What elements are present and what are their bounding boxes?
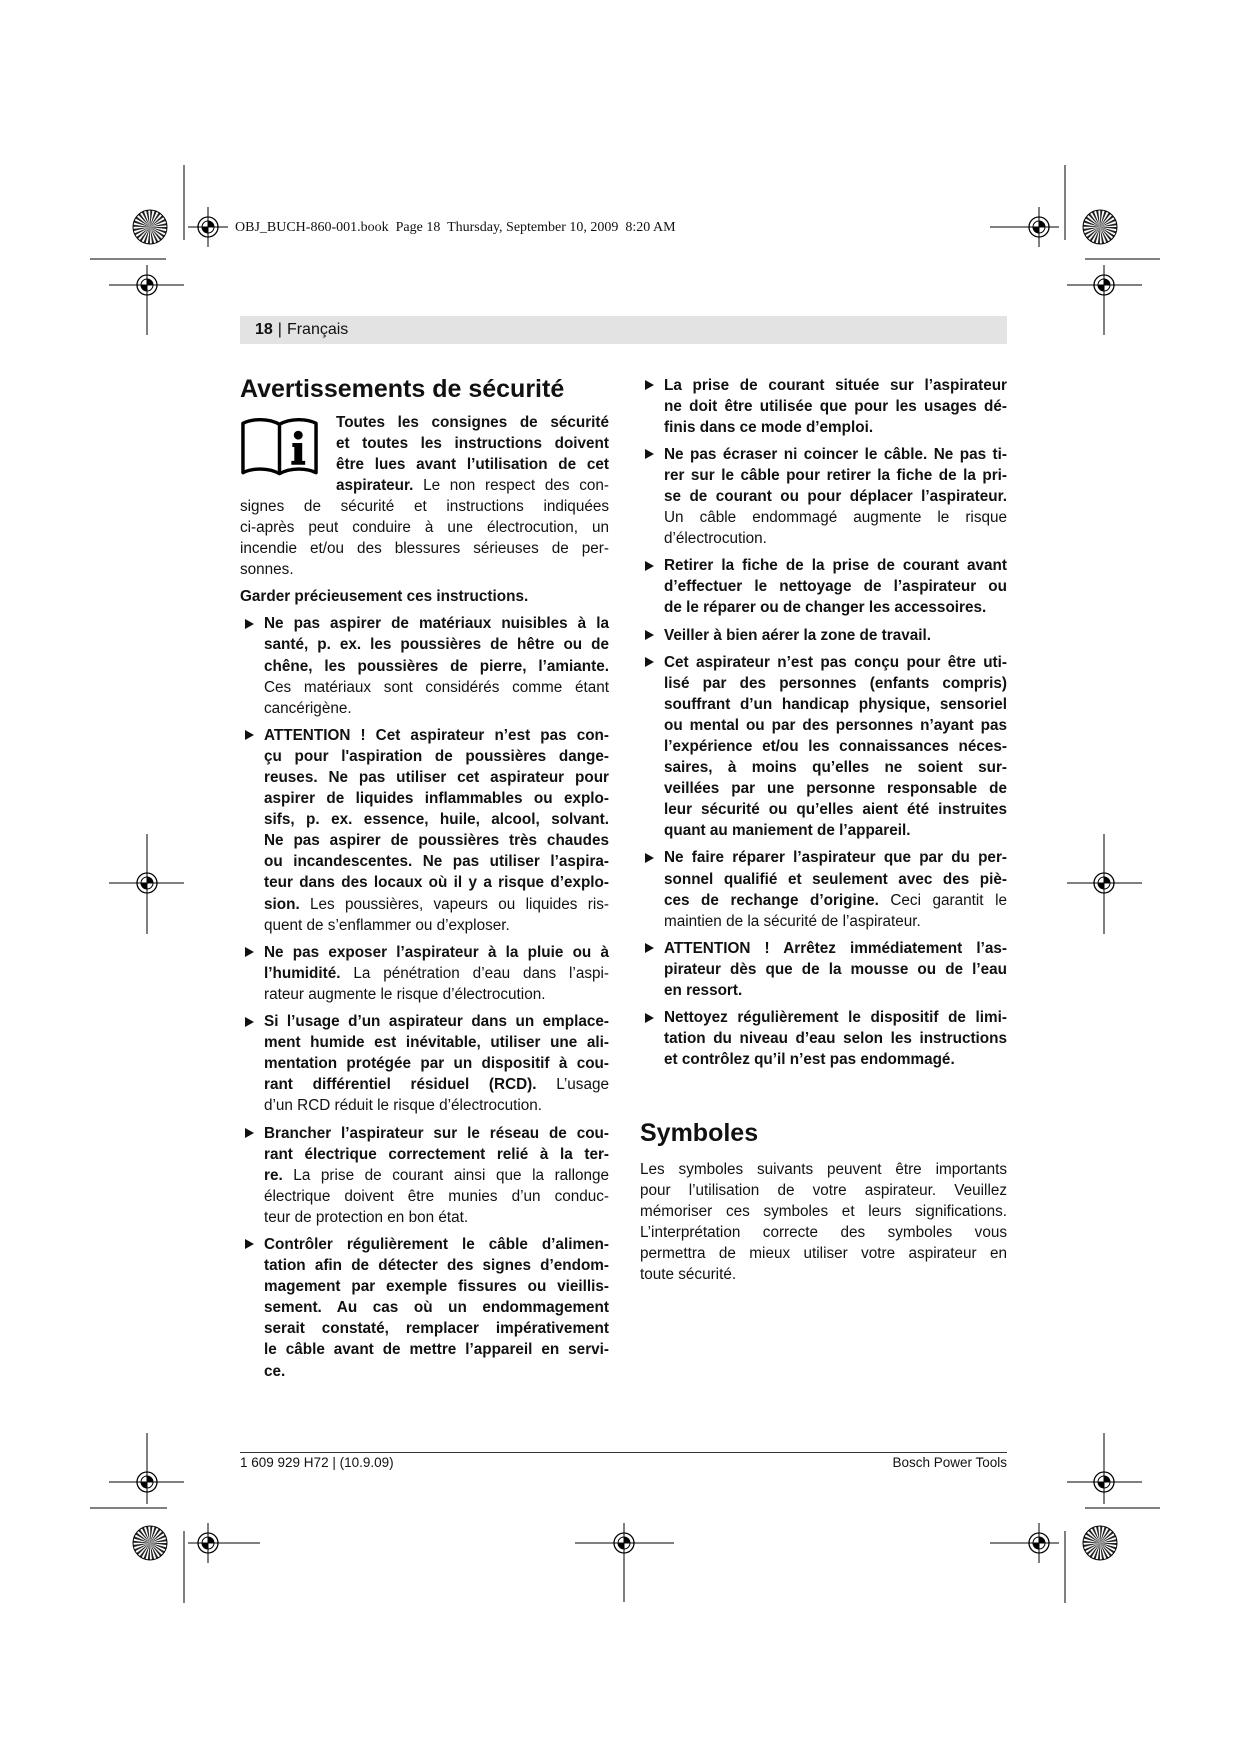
regular-text: Ces matériaux sont considérés comme étant: [264, 678, 609, 696]
bold-text: lisé par des personnes (enfants compris): [664, 674, 1007, 692]
text-line: [336, 433, 609, 454]
bold-text: Ne pas aspirer de matériaux nuisibles à la: [264, 615, 609, 633]
bullet-arrow-icon: [245, 1239, 254, 1249]
bold-text: souffrant d’un handicap physique, sensoriel: [664, 695, 1007, 713]
bold-text: en ressort.: [664, 982, 743, 1000]
bullet-arrow-icon: [645, 561, 654, 571]
text-line: [264, 1255, 609, 1276]
text-line: [664, 1007, 1007, 1028]
text-line: [264, 1032, 609, 1053]
registration-target: [188, 1523, 228, 1563]
registration-target: [127, 1462, 167, 1502]
regular-text: incendie et/ou des blessures sérieuses de per-: [240, 540, 609, 558]
bold-text: et toutes les instructions doivent: [336, 434, 609, 452]
symbols-section: [640, 1159, 1007, 1292]
bold-text: Contrôler régulièrement le câble d’alimen-: [264, 1235, 609, 1253]
text-line: [264, 1144, 609, 1165]
text-line: [664, 444, 1007, 465]
bold-text: teur dans des locaux où il y a risque d’explo-: [264, 874, 609, 892]
text-line: [264, 942, 609, 963]
bold-text: et contrôlez qu’il n’est pas endommagé.: [664, 1051, 955, 1069]
keep-instructions-notice: [240, 586, 609, 607]
bold-text: ATTENTION ! Arrêtez immédiatement l’as-: [664, 939, 1007, 957]
section-title-safety: Avertissements de sécurité: [240, 375, 565, 403]
safety-warning-item: [640, 625, 1007, 646]
text-line: [664, 1049, 1007, 1070]
regular-text: teur de protection en bon état.: [264, 1208, 469, 1226]
text-line: [664, 555, 1007, 576]
regular-text: Le non respect des con-: [413, 476, 609, 494]
safety-warning-item: [640, 1007, 1007, 1070]
regular-text: rateur augmente le risque d’électrocution.: [264, 985, 546, 1003]
safety-intro: [240, 412, 609, 581]
safety-warning-item: [240, 942, 609, 1005]
registration-target: [1084, 265, 1124, 305]
bold-text: ces de rechange d’origine.: [664, 891, 879, 909]
regular-text: cancérigène.: [264, 699, 352, 717]
regular-text: sonnes.: [240, 561, 294, 579]
bullet-arrow-icon: [645, 380, 654, 390]
bold-text: aspirateur.: [336, 476, 414, 494]
regular-text: La pénétration d’eau dans l’aspi-: [340, 964, 609, 982]
registration-target: [1084, 863, 1124, 903]
bold-text: Ne pas écraser ni coincer le câble. Ne pas ti-: [664, 445, 1007, 463]
bold-text: Garder précieusement ces instructions.: [240, 588, 529, 606]
text-line: [664, 576, 1007, 597]
regular-text: L’usage: [536, 1076, 609, 1094]
bold-text: chêne, les poussières de pierre, l’amiante.: [264, 657, 609, 675]
running-head: [240, 316, 1007, 344]
bullet-arrow-icon: [245, 1017, 254, 1027]
bullet-arrow-icon: [645, 630, 654, 640]
registration-starburst: [133, 1526, 167, 1560]
bold-text: ce.: [264, 1362, 286, 1380]
text-line: [664, 847, 1007, 868]
bold-text: veillées par une personne responsable de: [664, 780, 1007, 798]
text-line: [664, 417, 1007, 438]
footer-document-number: 1 609 929 H72 | (10.9.09): [240, 1455, 394, 1470]
bold-text: sion.: [264, 895, 300, 913]
text-line: [264, 634, 609, 655]
text-line: [664, 980, 1007, 1001]
regular-text: d’électrocution.: [664, 530, 767, 548]
footer-rule: [240, 1452, 1007, 1453]
bold-text: La prise de courant située sur l’aspirateur: [664, 376, 1007, 394]
safety-warning-item: [640, 652, 1007, 842]
bold-text: Brancher l’aspirateur sur le réseau de cou-: [264, 1124, 609, 1142]
bold-text: çu pour l'aspiration de poussières dange-: [264, 747, 609, 765]
text-line: [664, 959, 1007, 980]
text-line: [664, 1028, 1007, 1049]
text-line: [264, 1297, 609, 1318]
text-line: [664, 375, 1007, 396]
registration-target: [127, 265, 167, 305]
text-line: [264, 809, 609, 830]
bold-text: saires, à moins qu’elles ne soient sur-: [664, 759, 1007, 777]
regular-text: permettra de mieux utiliser votre aspirateur en: [640, 1244, 1007, 1262]
bold-text: leur sécurité ou qu’elles aient été instruites: [664, 801, 1007, 819]
regular-text: maintien de la sécurité de l’aspirateur.: [664, 912, 921, 930]
registration-starburst: [133, 210, 167, 244]
regular-text: La prise de courant ainsi que la rallonge: [282, 1166, 609, 1184]
bold-text: santé, p. ex. les poussières de hêtre ou de: [264, 636, 609, 654]
safety-warning-item: [240, 1123, 609, 1228]
bold-text: l’humidité.: [264, 964, 341, 982]
bullet-arrow-icon: [645, 853, 654, 863]
bold-text: mentation protégée par un dispositif à cou-: [264, 1055, 609, 1073]
text-line: [240, 559, 609, 580]
text-line: [640, 1264, 1007, 1285]
text-line: [264, 830, 609, 851]
bold-text: Ne faire réparer l’aspirateur que par du per-: [664, 849, 1007, 867]
text-line: [640, 1201, 1007, 1222]
safety-warning-item: [640, 444, 1007, 549]
bold-text: tation afin de détecter des signes d’endom-: [264, 1257, 609, 1275]
bold-text: de le réparer ou de changer les accessoires.: [664, 599, 987, 617]
text-line: [264, 677, 609, 698]
regular-text: Les symboles suivants peuvent être importants: [640, 1160, 1007, 1178]
regular-text: quent de s’enflammer ou d’exploser.: [264, 916, 510, 934]
text-line: [664, 799, 1007, 820]
text-line: [664, 597, 1007, 618]
text-line: [264, 851, 609, 872]
bold-text: serait constaté, remplacer impérativement: [264, 1320, 609, 1338]
running-head-separator: |: [277, 321, 282, 338]
text-line: [264, 725, 609, 746]
text-line: [664, 652, 1007, 673]
text-line: [640, 1159, 1007, 1180]
text-line: [336, 475, 609, 496]
bullet-arrow-icon: [245, 1128, 254, 1138]
text-line: [264, 1207, 609, 1228]
text-line: [264, 872, 609, 893]
bullet-arrow-icon: [245, 947, 254, 957]
section-title-symbols: Symboles: [640, 1119, 759, 1147]
text-line: [664, 673, 1007, 694]
text-line: [264, 746, 609, 767]
registration-target: [127, 863, 167, 903]
bold-text: Ne pas exposer l’aspirateur à la pluie ou à: [264, 943, 609, 961]
regular-text: Ceci garantit le: [878, 891, 1007, 909]
bold-text: sonnel qualifié et seulement avec des piè-: [664, 870, 1007, 888]
text-line: [664, 869, 1007, 890]
text-line: [264, 1053, 609, 1074]
text-line: [264, 1165, 609, 1186]
text-line: [264, 1095, 609, 1116]
text-line: [264, 1011, 609, 1032]
text-line: [664, 890, 1007, 911]
bold-text: ATTENTION ! Cet aspirateur n’est pas con-: [264, 726, 609, 744]
bold-text: l’expérience et/ou les connaissances néces-: [664, 738, 1007, 755]
bold-text: aspirer de liquides inflammables ou explo-: [264, 790, 609, 808]
regular-text: d’un RCD réduit le risque d’électrocution.: [264, 1097, 543, 1115]
text-line: [336, 454, 609, 475]
bold-text: être lues avant l’utilisation de cet: [336, 455, 609, 473]
text-line: [264, 1276, 609, 1297]
text-line: [264, 613, 609, 634]
text-line: [640, 1180, 1007, 1201]
regular-text: Un câble endommagé augmente le risque: [664, 509, 1007, 527]
regular-text: toute sécurité.: [640, 1265, 737, 1283]
bold-text: Si l’usage d’un aspirateur dans un emplace-: [264, 1013, 609, 1031]
text-line: [264, 1339, 609, 1360]
text-line: [264, 963, 609, 984]
bold-text: Nettoyez régulièrement le dispositif de limi-: [664, 1009, 1007, 1027]
bullet-arrow-icon: [245, 730, 254, 740]
safety-warning-item: [640, 555, 1007, 618]
text-line: [664, 507, 1007, 528]
text-line: [664, 778, 1007, 799]
bold-text: rant différentiel résiduel (RCD).: [264, 1076, 537, 1094]
text-line: [264, 788, 609, 809]
bold-text: se de courant ou pour déplacer l’aspirateur.: [664, 487, 1007, 505]
text-line: [664, 625, 1007, 646]
bold-text: sement. Au cas où un endommagement: [264, 1299, 609, 1317]
page-number: 18: [255, 321, 273, 338]
safety-warning-item: [640, 375, 1007, 438]
text-line: [264, 1074, 609, 1095]
bold-text: ment humide est inévitable, utiliser une ali-: [264, 1034, 609, 1052]
bullet-arrow-icon: [645, 657, 654, 667]
text-line: [640, 1222, 1007, 1243]
registration-target: [188, 207, 228, 247]
text-line: [264, 1186, 609, 1207]
bold-text: magement par exemple fissures ou vieillis-: [264, 1278, 609, 1296]
regular-text: Les poussières, vapeurs ou liquides ris-: [299, 895, 609, 913]
bold-text: Retirer la fiche de la prise de courant avant: [664, 557, 1007, 575]
right-column: [640, 375, 1007, 1077]
bold-text: Cet aspirateur n’est pas conçu pour être uti-: [664, 653, 1007, 671]
text-line: [264, 656, 609, 677]
bold-text: quant au maniement de l’appareil.: [664, 822, 911, 840]
text-line: [640, 1243, 1007, 1264]
text-line: [240, 538, 609, 559]
regular-text: L’interprétation correcte des symboles vous: [640, 1223, 1007, 1241]
bold-text: ou mental ou par des personnes n’ayant pas: [664, 716, 1007, 734]
bold-text: tation du niveau d’eau selon les instructions: [664, 1030, 1007, 1048]
bold-text: finis dans ce mode d’emploi.: [664, 418, 874, 436]
left-column: [240, 412, 609, 1388]
regular-text: ci-après peut conduire à une électrocution, un: [240, 518, 609, 536]
text-line: [264, 767, 609, 788]
bold-text: d’effectuer le nettoyage de l’aspirateur ou: [664, 578, 1007, 596]
bullet-arrow-icon: [245, 619, 254, 629]
regular-text: électrique doivent être munies d’un conduc-: [264, 1187, 609, 1205]
text-line: [664, 820, 1007, 841]
bold-text: Veiller à bien aérer la zone de travail.: [664, 626, 931, 644]
language-label: Français: [286, 321, 349, 338]
text-line: [264, 915, 609, 936]
bold-text: ou incandescentes. Ne pas utiliser l’aspira-: [264, 853, 609, 871]
text-line: [240, 517, 609, 538]
registration-target: [604, 1523, 644, 1563]
bold-text: rer sur le câble pour retirer la fiche de la pri-: [664, 466, 1007, 484]
registration-starburst: [1083, 210, 1117, 244]
registration-target: [1084, 1462, 1124, 1502]
regular-text: pour l’utilisation de votre aspirateur. Veuillez: [640, 1181, 1007, 1199]
safety-warning-item: [240, 1234, 609, 1382]
bullet-arrow-icon: [645, 449, 654, 459]
bold-text: Ne pas aspirer de poussières très chaudes: [264, 832, 609, 850]
text-line: [664, 911, 1007, 932]
text-line: [664, 694, 1007, 715]
bold-text: rant électrique correctement relié à la ter-: [264, 1145, 609, 1163]
registration-target: [1019, 207, 1059, 247]
symbols-intro: [640, 1159, 1007, 1286]
text-line: [664, 715, 1007, 736]
text-line: [664, 396, 1007, 417]
bold-text: pirateur dès que de la mousse ou de l’eau: [664, 960, 1007, 978]
bold-text: sifs, p. ex. essence, huile, alcool, solvant.: [264, 811, 609, 829]
text-line: [664, 757, 1007, 778]
bold-text: re.: [264, 1166, 283, 1184]
registration-target: [1019, 1523, 1059, 1563]
text-line: [264, 1123, 609, 1144]
safety-warning-item: [240, 1011, 609, 1116]
bold-text: reuses. Ne pas utiliser cet aspirateur pour: [264, 769, 609, 786]
text-line: [664, 486, 1007, 507]
bullet-arrow-icon: [645, 943, 654, 953]
bold-text: Toutes les consignes de sécurité: [336, 413, 609, 431]
text-line: [264, 984, 609, 1005]
safety-warning-item: [240, 613, 609, 718]
text-line: [664, 528, 1007, 549]
print-slug-header: OBJ_BUCH-860-001.book Page 18 Thursday, September 10, 2009 8:20 AM: [235, 220, 676, 235]
bullet-arrow-icon: [645, 1013, 654, 1023]
text-line: [664, 465, 1007, 486]
footer-brand: Bosch Power Tools: [892, 1455, 1007, 1470]
text-line: [264, 1361, 609, 1382]
text-line: [240, 586, 609, 607]
text-line: [264, 698, 609, 719]
bold-text: le câble avant de mettre l’appareil en servi-: [264, 1341, 609, 1359]
safety-warning-item: [640, 938, 1007, 1001]
safety-warning-item: [240, 725, 609, 936]
text-line: [664, 938, 1007, 959]
registration-starburst: [1083, 1526, 1117, 1560]
safety-warning-item: [640, 847, 1007, 931]
text-line: [336, 412, 609, 433]
text-line: [264, 1234, 609, 1255]
text-line: [664, 736, 1007, 757]
regular-text: mémoriser ces symboles et leurs significations.: [640, 1202, 1007, 1220]
text-line: [264, 1318, 609, 1339]
text-line: [264, 894, 609, 915]
text-line: [240, 496, 609, 517]
bold-text: ne doit être utilisée que pour les usages dé-: [664, 397, 1007, 415]
regular-text: signes de sécurité et instructions indiquées: [240, 497, 609, 515]
